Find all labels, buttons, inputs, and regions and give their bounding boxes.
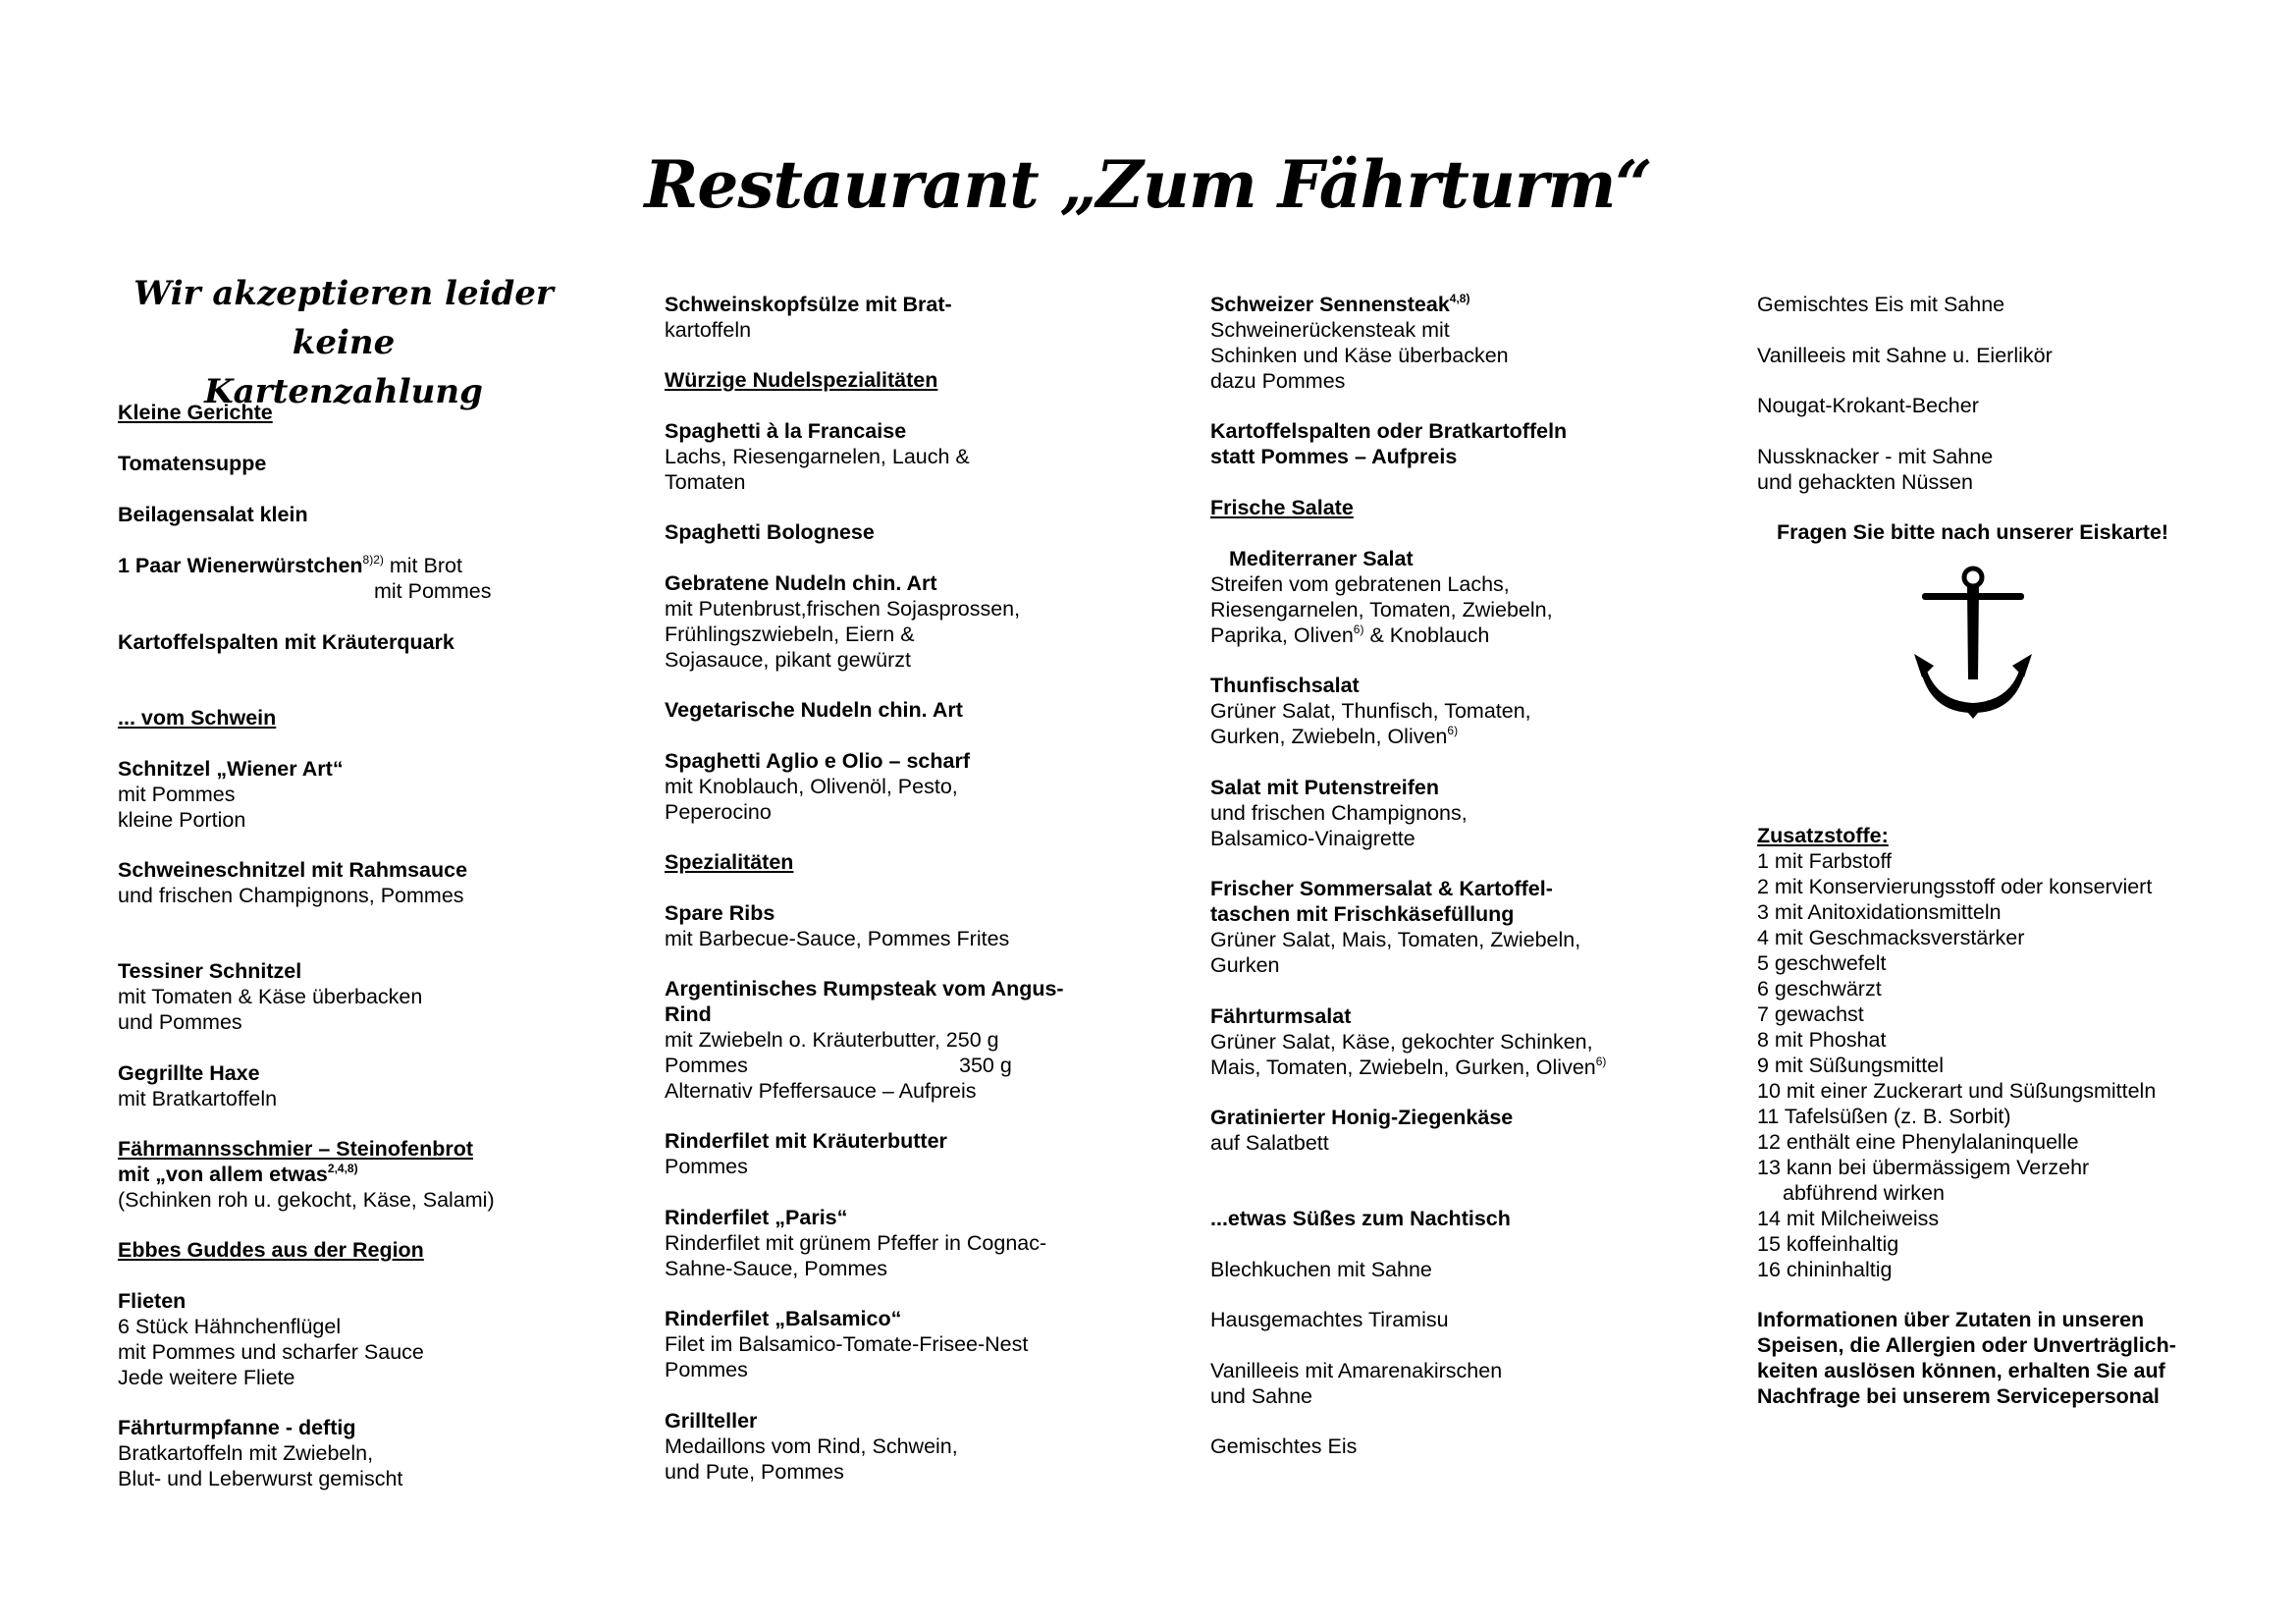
item-detail: Jede weitere Fliete [118, 1366, 295, 1389]
menu-item-tessiner-schnitzel: Tessiner Schnitzel [118, 959, 302, 983]
item-detail: auf Salatbett [1210, 1131, 1329, 1155]
item-detail-text: Mais, Tomaten, Zwiebeln, Gurken, Oliven [1210, 1056, 1596, 1079]
menu-note-aufpreis-continued: statt Pommes – Aufpreis [1210, 445, 1458, 468]
menu-item-vanilleeis-eierlikoer: Vanilleeis mit Sahne u. Eierlikör [1757, 344, 2053, 367]
menu-item-gegrillte-haxe: Gegrillte Haxe [118, 1061, 260, 1085]
menu-item-schweinskopfsuelze: Schweinskopfsülze mit Brat- [665, 293, 952, 316]
item-detail-text: Paprika, Oliven [1210, 623, 1354, 647]
item-detail: und frischen Champignons, Pommes [118, 884, 464, 907]
menu-item-schnitzel-wiener-art: Schnitzel „Wiener Art“ [118, 757, 344, 781]
additive-list-item: 10 mit einer Zuckerart und Süßungsmitteln [1757, 1079, 2157, 1103]
additive-note: 6) [1447, 724, 1459, 737]
menu-item-faehrmannsschmier: Fährmannsschmier – Steinofenbrot [118, 1137, 473, 1161]
item-detail: Streifen vom gebratenen Lachs, [1210, 572, 1510, 596]
item-title: Schweizer Sennensteak [1210, 293, 1450, 316]
menu-item-tiramisu: Hausgemachtes Tiramisu [1210, 1308, 1449, 1331]
menu-item-faehrturmsalat: Fährturmsalat [1210, 1004, 1352, 1028]
item-detail-text: Gurken, Zwiebeln, Oliven [1210, 725, 1448, 748]
item-detail [1210, 623, 1489, 648]
item-detail: Rinderfilet mit grünem Pfeffer in Cognac- [665, 1231, 1047, 1255]
additive-list-item: 1 mit Farbstoff [1757, 849, 1893, 873]
menu-item-flieten: Flieten [118, 1289, 187, 1313]
additive-list-item: 13 kann bei übermässigem Verzehr [1757, 1156, 2090, 1179]
menu-item-thunfischsalat: Thunfischsalat [1210, 674, 1360, 697]
additive-list-item: 11 Tafelsüßen (z. B. Sorbit) [1757, 1105, 2011, 1128]
item-detail: Grüner Salat, Mais, Tomaten, Zwiebeln, [1210, 928, 1581, 951]
allergen-info-line: Speisen, die Allergien oder Unverträglich- [1757, 1333, 2176, 1357]
item-detail: mit Pommes und scharfer Sauce [118, 1340, 424, 1364]
item-detail: mit Pommes [374, 579, 492, 603]
item-detail [1210, 724, 1458, 749]
additive-list-item: 14 mit Milcheiweiss [1757, 1207, 1940, 1230]
menu-item-aglio-olio: Spaghetti Aglio e Olio – scharf [665, 749, 971, 773]
item-detail: Peperocino [665, 800, 772, 824]
item-title-continued [118, 1162, 358, 1187]
menu-item-spare-ribs: Spare Ribs [665, 901, 775, 925]
menu-item-spaghetti-francaise: Spaghetti à la Francaise [665, 419, 907, 443]
item-detail: Balsamico-Vinaigrette [1210, 827, 1415, 850]
menu-item-rumpsteak: Argentinisches Rumpsteak vom Angus- [665, 977, 1064, 1001]
item-detail: mit Brot [383, 554, 462, 577]
item-detail: und frischen Champignons, [1210, 801, 1468, 825]
section-heading-nachtisch: ...etwas Süßes zum Nachtisch [1210, 1207, 1511, 1230]
item-detail: Pommes [665, 1358, 748, 1381]
item-detail: Riesengarnelen, Tomaten, Zwiebeln, [1210, 598, 1553, 622]
item-detail: Grüner Salat, Thunfisch, Tomaten, [1210, 699, 1531, 723]
menu-item-sennensteak [1210, 292, 1469, 317]
menu-item-ziegenkaese: Gratinierter Honig-Ziegenkäse [1210, 1106, 1514, 1129]
item-detail: Lachs, Riesengarnelen, Lauch & [665, 445, 970, 468]
additive-list-item: 16 chininhaltig [1757, 1258, 1893, 1281]
item-detail: mit Zwiebeln o. Kräuterbutter, 250 g [665, 1028, 999, 1052]
menu-item-nussknacker: Nussknacker - mit Sahne [1757, 445, 1994, 468]
additive-list-item: 9 mit Süßungsmittel [1757, 1054, 1944, 1077]
menu-item-rinderfilet-paris: Rinderfilet „Paris“ [665, 1206, 848, 1229]
item-detail: und Pute, Pommes [665, 1460, 844, 1484]
menu-item-sommersalat: Frischer Sommersalat & Kartoffel- [1210, 877, 1553, 900]
item-detail: mit Bratkartoffeln [118, 1087, 278, 1110]
additive-note: 6) [1595, 1055, 1607, 1068]
item-detail: Tomaten [665, 470, 746, 494]
menu-item-spaghetti-bolognese: Spaghetti Bolognese [665, 520, 875, 544]
additive-list-item: 3 mit Anitoxidationsmitteln [1757, 900, 2002, 924]
menu-note-aufpreis: Kartoffelspalten oder Bratkartoffeln [1210, 419, 1568, 443]
additive-list-item: 5 geschwefelt [1757, 951, 1887, 975]
item-detail: 6 Stück Hähnchenflügel [118, 1315, 342, 1338]
additive-note: 4,8) [1449, 292, 1470, 305]
item-detail: kleine Portion [118, 808, 246, 832]
item-detail: dazu Pommes [1210, 369, 1346, 393]
menu-item-schweineschnitzel: Schweineschnitzel mit Rahmsauce [118, 858, 468, 882]
menu-item-amarena: Vanilleeis mit Amarenakirschen [1210, 1359, 1503, 1382]
additive-list-item-continued: abführend wirken [1783, 1181, 1945, 1205]
item-detail: (Schinken roh u. gekocht, Käse, Salami) [118, 1188, 495, 1212]
card-payment-note [118, 269, 569, 416]
additive-note: 2,4,8) [327, 1162, 358, 1175]
item-detail: mit Pommes [118, 783, 236, 806]
section-heading-salate: Frische Salate [1210, 496, 1354, 519]
item-detail: Alternativ Pfeffersauce – Aufpreis [665, 1079, 977, 1103]
menu-item-grillteller: Grillteller [665, 1409, 758, 1433]
item-detail: Frühlingszwiebeln, Eiern & [665, 623, 915, 646]
menu-item-beilagensalat: Beilagensalat klein [118, 503, 308, 526]
item-detail: mit Putenbrust,frischen Sojasprossen, [665, 597, 1021, 621]
additive-list-item: 8 mit Phoshat [1757, 1028, 1887, 1052]
item-detail [1210, 1055, 1606, 1080]
allergen-info-line: keiten auslösen können, erhalten Sie auf [1757, 1359, 2165, 1382]
additive-list-item: 7 gewachst [1757, 1002, 1864, 1026]
item-title-continued: taschen mit Frischkäsefüllung [1210, 902, 1515, 926]
item-detail: mit Tomaten & Käse überbacken [118, 985, 423, 1008]
menu-item-mediterraner-salat: Mediterraner Salat [1229, 547, 1414, 570]
item-detail: und gehackten Nüssen [1757, 470, 1973, 494]
card-note-line: Kartenzahlung [204, 372, 483, 411]
item-title: mit „von allem etwas [118, 1163, 328, 1186]
eiskarte-note: Fragen Sie bitte nach unserer Eiskarte! [1777, 520, 2169, 544]
item-detail: Medaillons vom Rind, Schwein, [665, 1435, 958, 1458]
menu-item-nougat-becher: Nougat-Krokant-Becher [1757, 394, 1979, 417]
menu-item-blechkuchen: Blechkuchen mit Sahne [1210, 1258, 1432, 1281]
menu-item-tomatensuppe: Tomatensuppe [118, 452, 267, 475]
menu-item-rinderfilet-kraeuterbutter: Rinderfilet mit Kräuterbutter [665, 1129, 947, 1153]
item-detail: und Pommes [118, 1010, 242, 1034]
allergen-info-line: Nachfrage bei unserem Servicepersonal [1757, 1384, 2160, 1408]
item-detail: mit Knoblauch, Olivenöl, Pesto, [665, 775, 958, 798]
item-detail: mit Barbecue-Sauce, Pommes Frites [665, 927, 1010, 950]
additive-list-item: 2 mit Konservierungsstoff oder konserviert [1757, 875, 2153, 898]
item-detail: und Sahne [1210, 1384, 1313, 1408]
item-detail: Grüner Salat, Käse, gekochter Schinken, [1210, 1030, 1593, 1054]
menu-item-gemischtes-eis: Gemischtes Eis [1210, 1435, 1358, 1458]
restaurant-title: Restaurant „Zum Fährturm“ [644, 146, 1652, 223]
menu-item-faehrturmpfanne: Fährturmpfanne - deftig [118, 1416, 356, 1439]
section-heading-zusatzstoffe: Zusatzstoffe: [1757, 824, 1889, 847]
menu-item-gebratene-nudeln: Gebratene Nudeln chin. Art [665, 571, 937, 595]
item-detail: kartoffeln [665, 318, 752, 342]
item-weight: 350 g [959, 1054, 1012, 1077]
item-detail: Sojasauce, pikant gewürzt [665, 648, 911, 672]
item-detail: Pommes [665, 1155, 748, 1178]
item-detail: Filet im Balsamico-Tomate-Frisee-Nest [665, 1332, 1029, 1356]
item-detail: Sahne-Sauce, Pommes [665, 1257, 888, 1280]
additive-list-item: 6 geschwärzt [1757, 977, 1882, 1001]
item-detail-text: & Knoblauch [1363, 623, 1490, 647]
item-title-continued: Rind [665, 1002, 712, 1026]
anchor-icon [1910, 564, 2036, 721]
menu-item-putenstreifen-salat: Salat mit Putenstreifen [1210, 776, 1439, 799]
menu-item-eis-sahne: Gemischtes Eis mit Sahne [1757, 293, 2005, 316]
section-heading-vom-schwein: ... vom Schwein [118, 706, 277, 730]
section-heading-region: Ebbes Guddes aus der Region [118, 1238, 424, 1262]
item-detail: Pommes [665, 1054, 748, 1077]
additive-list-item: 4 mit Geschmacksverstärker [1757, 926, 2025, 949]
item-detail: Blut- und Leberwurst gemischt [118, 1467, 403, 1490]
section-heading-kleine-gerichte: Kleine Gerichte [118, 401, 273, 424]
menu-item-kartoffelspalten: Kartoffelspalten mit Kräuterquark [118, 630, 454, 654]
additive-note: 6) [1353, 623, 1364, 636]
menu-item-wienerwuerstchen [118, 553, 462, 578]
item-detail: Schinken und Käse überbacken [1210, 344, 1509, 367]
card-note-line: Wir akzeptieren leider keine [133, 274, 554, 362]
section-heading-spezialitaeten: Spezialitäten [665, 850, 794, 874]
item-title: 1 Paar Wienerwürstchen [118, 554, 363, 577]
section-heading-nudeln: Würzige Nudelspezialitäten [665, 368, 938, 392]
allergen-info-line: Informationen über Zutaten in unseren [1757, 1308, 2145, 1331]
item-detail: Bratkartoffeln mit Zwiebeln, [118, 1441, 374, 1465]
additive-note: 8)2) [362, 553, 384, 567]
additive-list-item: 15 koffeinhaltig [1757, 1232, 1899, 1256]
menu-item-rinderfilet-balsamico: Rinderfilet „Balsamico“ [665, 1307, 902, 1330]
menu-item-vegetarische-nudeln: Vegetarische Nudeln chin. Art [665, 698, 963, 722]
additive-list-item: 12 enthält eine Phenylalaninquelle [1757, 1130, 2079, 1154]
item-detail: Gurken [1210, 953, 1280, 977]
item-detail: Schweinerückensteak mit [1210, 318, 1450, 342]
